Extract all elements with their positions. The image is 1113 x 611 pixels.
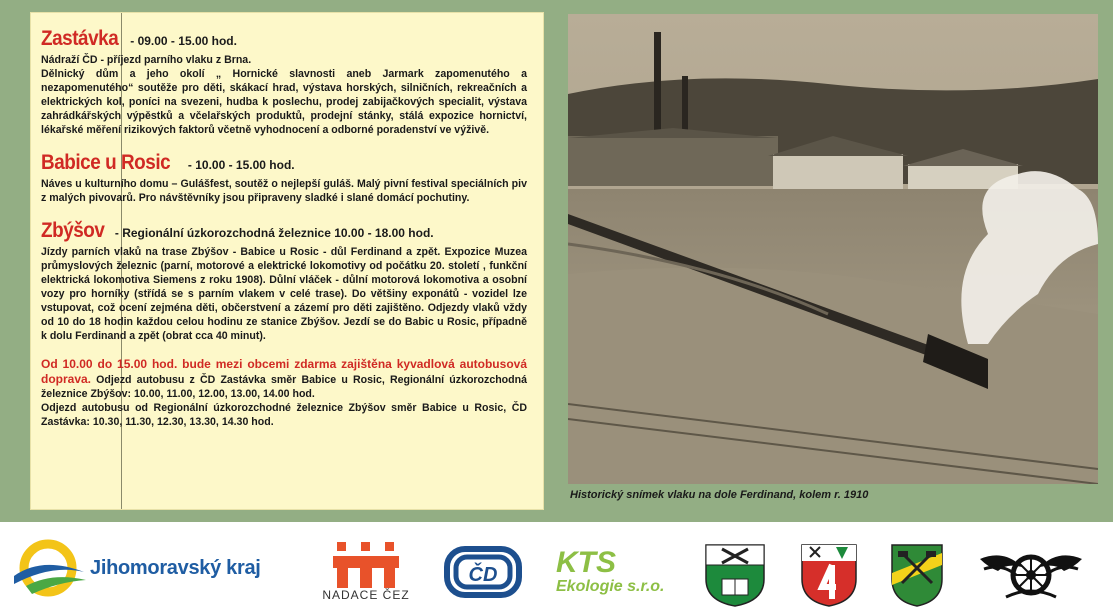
program-text bbox=[41, 27, 527, 443]
place-name: Zastávka bbox=[41, 27, 119, 50]
house-1 bbox=[773, 154, 903, 192]
kts-subname: Ekologie s.r.o. bbox=[556, 578, 665, 595]
photo-illustration bbox=[568, 14, 1098, 484]
coat1-icon bbox=[704, 543, 766, 607]
section-paragraph: Dělnický dům a jeho okolí „ Hornické slavnosti aneb Jarmark zapomenutého a nezapomenutého“ soutěže pro děti, skákací hrad, výstava horských, silničních, rekreačních a elektrických kol, poníci na svezeni, hudba k poslechu, prodej zabijačkových specialit, výstava zahrádkářských výpěstků a včelařských produktů, prodejní stánky, stálá expozice hornictví, lékařské měření rizikových faktorů včetně vyhodnocení a odborné poradenství ve výživě. bbox=[41, 68, 527, 136]
cez-mark-icon bbox=[333, 540, 399, 588]
bus-line-1: Odjezd autobusu z ČD Zastávka směr Babice u Rosic, Regionální úzkorozchodná železnice Zbýšov: 10.00, 11.00, 12.00, 13.00, 14.00 hod. bbox=[41, 374, 527, 400]
jmk-swoosh-icon bbox=[12, 538, 90, 598]
kts-logo bbox=[556, 548, 686, 600]
winged-wheel-logo bbox=[976, 545, 1086, 603]
jmk-logo bbox=[12, 538, 282, 598]
bus-highlight: Od 10.00 do 15.00 hod. bude mezi obcemi zdarma zajištěna kyvadlová autobusová doprava. bbox=[41, 357, 527, 386]
section-babice bbox=[41, 151, 527, 205]
section-zbysov bbox=[41, 219, 527, 343]
coat3-icon bbox=[890, 543, 944, 607]
cd-logo-icon bbox=[444, 544, 522, 600]
kts-name: KTS bbox=[556, 546, 616, 579]
place-name: Zbýšov bbox=[41, 219, 105, 242]
section-heading bbox=[41, 151, 527, 177]
historic-photo bbox=[568, 14, 1098, 484]
bus-info bbox=[41, 357, 527, 429]
section-heading bbox=[41, 219, 527, 245]
bus-line-2: Odjezd autobusu od Regionální úzkorozchodné železnice Zbýšov směr Babice u Rosic, ČD Zastávka: 10.30, 11.30, 12.30, 13.30, 14.30 hod. bbox=[41, 402, 527, 428]
cez-logo bbox=[318, 540, 414, 610]
time-range: - 10.00 - 15.00 hod. bbox=[184, 158, 295, 172]
section-paragraph: Jízdy parních vlaků na trase Zbýšov - Babice u Rosic - důl Ferdinand a zpět. Expozice Muzea průmyslových železnic (parní, motorové a elektrické lokomotivy od počátku 20. století , funkční elektrická lokomotiva Siemens z roku 1908). Důlní vláček - důlní motorová lokomotiva a osobní vozy pro horníky (střídá se s parním vlakem v celé trase). Do většiny exponátů - vozidel lze vstupovat, což ocení zejména děti, občerstvení a zázemí pro děti zajištěno. Odjezdy vlaků vždy od 10 do 18 hodin každou celou hodinu ze stanice Zbýšov. Jezdí se do Babic u Rosic, případně k dolu Ferdinand a zpět (obrat cca 40 minut). bbox=[41, 246, 527, 342]
cd-logo bbox=[444, 544, 522, 600]
mine-building bbox=[568, 136, 778, 186]
section-paragraph: Nádraží ČD - příjezd parního vlaku z Brna. bbox=[41, 54, 252, 66]
time-range: - Regionální úzkorozchodná železnice 10.00 - 18.00 hod. bbox=[111, 226, 434, 240]
place-name: Babice u Rosic bbox=[41, 151, 171, 174]
coat2-icon bbox=[800, 543, 858, 607]
cd-mark: ČD bbox=[468, 564, 498, 586]
time-range: - 09.00 - 15.00 hod. bbox=[126, 34, 237, 48]
photo-caption: Historický snímek vlaku na dole Ferdinand, kolem r. 1910 bbox=[570, 489, 869, 501]
winged-wheel-icon bbox=[976, 545, 1086, 603]
section-heading bbox=[41, 27, 527, 53]
cez-name: NADACE ČEZ bbox=[322, 588, 410, 602]
jmk-name: Jihomoravský kraj bbox=[90, 556, 261, 579]
section-zastavka bbox=[41, 27, 527, 137]
bus-paragraph bbox=[41, 357, 527, 401]
coat-of-arms-2 bbox=[800, 543, 858, 607]
program-panel bbox=[30, 12, 544, 510]
coat-of-arms-1 bbox=[704, 543, 766, 607]
section-paragraph: Náves u kulturního domu – Gulášfest, soutěž o nejlepší guláš. Malý pivní festival speciálních piv z malých pivovarů. Pro návštěvníky jsou připraveny sladké i slané domácí pochutiny. bbox=[41, 178, 527, 204]
coat-of-arms-3 bbox=[890, 543, 944, 607]
